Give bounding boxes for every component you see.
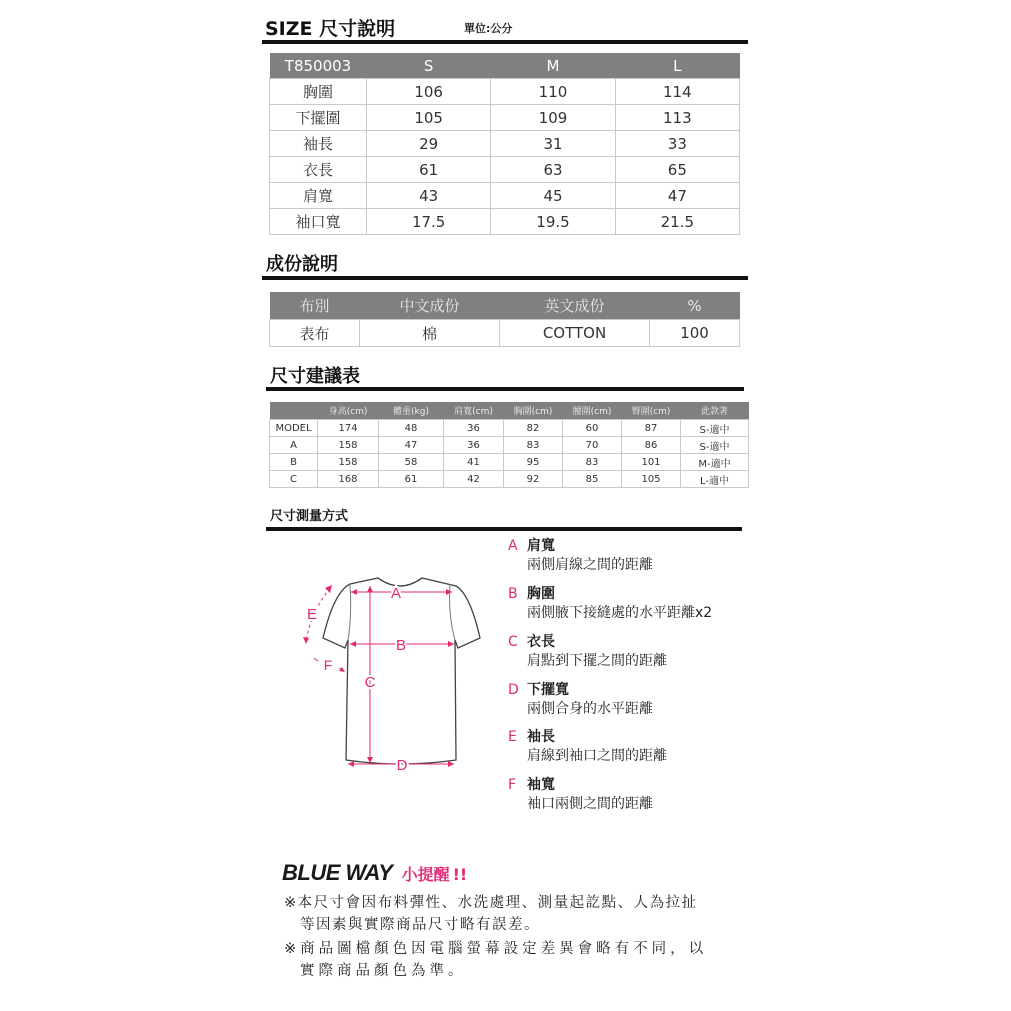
- recommend-header-cell: [270, 402, 318, 420]
- size-header-cell: T850003: [270, 53, 367, 79]
- size-row: [270, 183, 740, 209]
- size-cell: 43: [367, 183, 491, 209]
- size-row-label: 下擺圍: [270, 105, 367, 131]
- recommend-row-label: MODEL: [270, 420, 318, 437]
- recommend-row: [270, 437, 749, 454]
- recommend-cell: M-適中: [681, 454, 749, 471]
- recommend-row-label: B: [270, 454, 318, 471]
- recommend-cell: 48: [379, 420, 444, 437]
- recommend-cell: 47: [379, 437, 444, 454]
- measure-line-f-left: [314, 658, 318, 661]
- legend-desc: 袖口兩側之間的距離: [527, 796, 653, 812]
- recommend-cell: 86: [622, 437, 681, 454]
- legend-item: [508, 633, 667, 671]
- recommend-cell: S-適中: [681, 420, 749, 437]
- recommend-cell: 101: [622, 454, 681, 471]
- size-cell: 63: [491, 157, 615, 183]
- arrow-d-right: [448, 761, 454, 767]
- diagram-label-b: B: [395, 637, 407, 654]
- reminder-label: 小提醒: [401, 865, 450, 884]
- composition-cell: COTTON: [500, 320, 650, 347]
- legend-name: 袖寬: [527, 777, 555, 793]
- legend-name: 袖長: [527, 729, 555, 745]
- composition-row: [270, 320, 740, 347]
- recommend-row: [270, 471, 749, 488]
- recommend-row-label: C: [270, 471, 318, 488]
- note-2-line-2: 實際商品顏色為準。: [300, 963, 467, 979]
- size-table: [269, 53, 740, 235]
- measure-section-divider: [266, 527, 742, 531]
- legend-letter: C: [508, 634, 518, 650]
- recommend-cell: 41: [444, 454, 504, 471]
- size-cell: 113: [615, 105, 739, 131]
- recommend-cell: 92: [504, 471, 563, 488]
- size-cell: 110: [491, 79, 615, 105]
- recommend-cell: 83: [504, 437, 563, 454]
- composition-table-header: [270, 292, 740, 320]
- recommend-cell: S-適中: [681, 437, 749, 454]
- size-cell: 61: [367, 157, 491, 183]
- size-row-label: 衣長: [270, 157, 367, 183]
- composition-section-divider: [262, 276, 748, 280]
- legend-item: [508, 537, 653, 575]
- note-2: [284, 938, 707, 982]
- legend-desc: 肩線到袖口之間的距離: [527, 748, 667, 764]
- recommend-cell: 168: [318, 471, 379, 488]
- size-cell: 17.5: [367, 209, 491, 235]
- recommend-cell: 105: [622, 471, 681, 488]
- recommend-header-cell: 臀圍(cm): [622, 402, 681, 420]
- legend-name: 肩寬: [527, 538, 555, 554]
- composition-section-title: 成份說明: [266, 254, 338, 275]
- recommend-header-cell: 此款著: [681, 402, 749, 420]
- size-cell: 21.5: [615, 209, 739, 235]
- composition-cell: 表布: [270, 320, 360, 347]
- brand-logo: BLUE WAY: [282, 860, 393, 885]
- reminder-exclaim: !!: [452, 865, 468, 884]
- recommend-cell: 60: [563, 420, 622, 437]
- note-1-line-1: ※本尺寸會因布料彈性、水洗處理、測量起訖點、人為拉扯: [284, 895, 698, 911]
- recommend-row-label: A: [270, 437, 318, 454]
- size-cell: 47: [615, 183, 739, 209]
- shirt-diagram: [290, 570, 500, 780]
- note-1-line-2: 等因素與實際商品尺寸略有誤差。: [300, 917, 540, 933]
- recommend-cell: 70: [563, 437, 622, 454]
- size-header-cell: L: [615, 53, 739, 79]
- size-section-title: SIZE 尺寸說明: [265, 18, 396, 40]
- legend-letter: F: [508, 777, 517, 793]
- recommend-header-cell: 身高(cm): [318, 402, 379, 420]
- recommend-cell: 83: [563, 454, 622, 471]
- size-cell: 45: [491, 183, 615, 209]
- size-row-label: 肩寬: [270, 183, 367, 209]
- size-cell: 105: [367, 105, 491, 131]
- legend-desc: 兩側肩線之間的距離: [527, 557, 653, 573]
- size-row: [270, 79, 740, 105]
- diagram-label-d: D: [396, 757, 408, 774]
- legend-letter: E: [508, 729, 517, 745]
- shirt-outline: [323, 578, 480, 764]
- size-cell: 19.5: [491, 209, 615, 235]
- legend-name: 下擺寬: [527, 682, 569, 698]
- composition-header-cell: 中文成份: [360, 292, 500, 320]
- size-row: [270, 209, 740, 235]
- legend-desc: 兩側腋下接縫處的水平距離x2: [527, 605, 713, 621]
- diagram-label-a: A: [390, 585, 402, 602]
- note-1: [284, 892, 698, 936]
- size-cell: 31: [491, 131, 615, 157]
- recommend-cell: L-適中: [681, 471, 749, 488]
- legend-desc: 兩側合身的水平距離: [527, 701, 653, 717]
- legend-name: 衣長: [527, 634, 555, 650]
- composition-header-cell: %: [650, 292, 740, 320]
- recommend-row: [270, 454, 749, 471]
- size-row-label: 胸圍: [270, 79, 367, 105]
- legend-item: [508, 728, 667, 766]
- size-section-divider: [262, 40, 748, 44]
- recommend-cell: 42: [444, 471, 504, 488]
- measure-section-title: 尺寸測量方式: [270, 509, 349, 524]
- recommend-header-cell: 肩寬(cm): [444, 402, 504, 420]
- recommend-header-cell: 胸圍(cm): [504, 402, 563, 420]
- recommend-table: [269, 402, 749, 488]
- recommend-cell: 174: [318, 420, 379, 437]
- recommend-header-cell: 體重(kg): [379, 402, 444, 420]
- legend-letter: A: [508, 538, 518, 554]
- size-table-header: [270, 53, 740, 79]
- size-row: [270, 105, 740, 131]
- recommend-cell: 87: [622, 420, 681, 437]
- size-row-label: 袖口寬: [270, 209, 367, 235]
- size-header-cell: M: [491, 53, 615, 79]
- size-cell: 109: [491, 105, 615, 131]
- size-cell: 29: [367, 131, 491, 157]
- composition-header-cell: 英文成份: [500, 292, 650, 320]
- legend-letter: D: [508, 682, 519, 698]
- unit-label: 單位:公分: [464, 22, 513, 35]
- composition-cell: 100: [650, 320, 740, 347]
- recommend-cell: 85: [563, 471, 622, 488]
- diagram-label-e: E: [306, 606, 318, 623]
- recommend-table-header: [270, 402, 749, 420]
- arrow-e-bottom: [303, 637, 309, 644]
- recommend-cell: 36: [444, 437, 504, 454]
- size-cell: 114: [615, 79, 739, 105]
- recommend-cell: 95: [504, 454, 563, 471]
- recommend-cell: 61: [379, 471, 444, 488]
- legend-letter: B: [508, 586, 518, 602]
- note-2-line-1: ※商品圖檔顏色因電腦螢幕設定差異會略有不同，以: [284, 941, 708, 957]
- diagram-label-f: F: [323, 657, 333, 673]
- size-row-label: 袖長: [270, 131, 367, 157]
- size-cell: 65: [615, 157, 739, 183]
- arrow-d-left: [348, 761, 354, 767]
- legend-item: [508, 776, 653, 814]
- legend-name: 胸圍: [527, 586, 555, 602]
- recommend-cell: 82: [504, 420, 563, 437]
- arrow-f-right: [339, 667, 345, 672]
- diagram-label-c: C: [364, 674, 376, 691]
- arrow-e-top: [325, 585, 332, 593]
- size-row: [270, 131, 740, 157]
- recommend-cell: 58: [379, 454, 444, 471]
- legend-item: [508, 681, 653, 719]
- size-row: [270, 157, 740, 183]
- size-cell: 33: [615, 131, 739, 157]
- size-cell: 106: [367, 79, 491, 105]
- recommend-cell: 36: [444, 420, 504, 437]
- size-header-cell: S: [367, 53, 491, 79]
- composition-cell: 棉: [360, 320, 500, 347]
- recommend-section-title: 尺寸建議表: [270, 366, 360, 387]
- composition-header-cell: 布別: [270, 292, 360, 320]
- recommend-header-cell: 腰圍(cm): [563, 402, 622, 420]
- recommend-section-divider: [266, 387, 744, 391]
- recommend-cell: 158: [318, 437, 379, 454]
- recommend-cell: 158: [318, 454, 379, 471]
- recommend-row: [270, 420, 749, 437]
- legend-desc: 肩點到下擺之間的距離: [527, 653, 667, 669]
- reminder-heading: [282, 860, 467, 886]
- composition-table: [269, 292, 740, 347]
- legend-item: [508, 585, 712, 623]
